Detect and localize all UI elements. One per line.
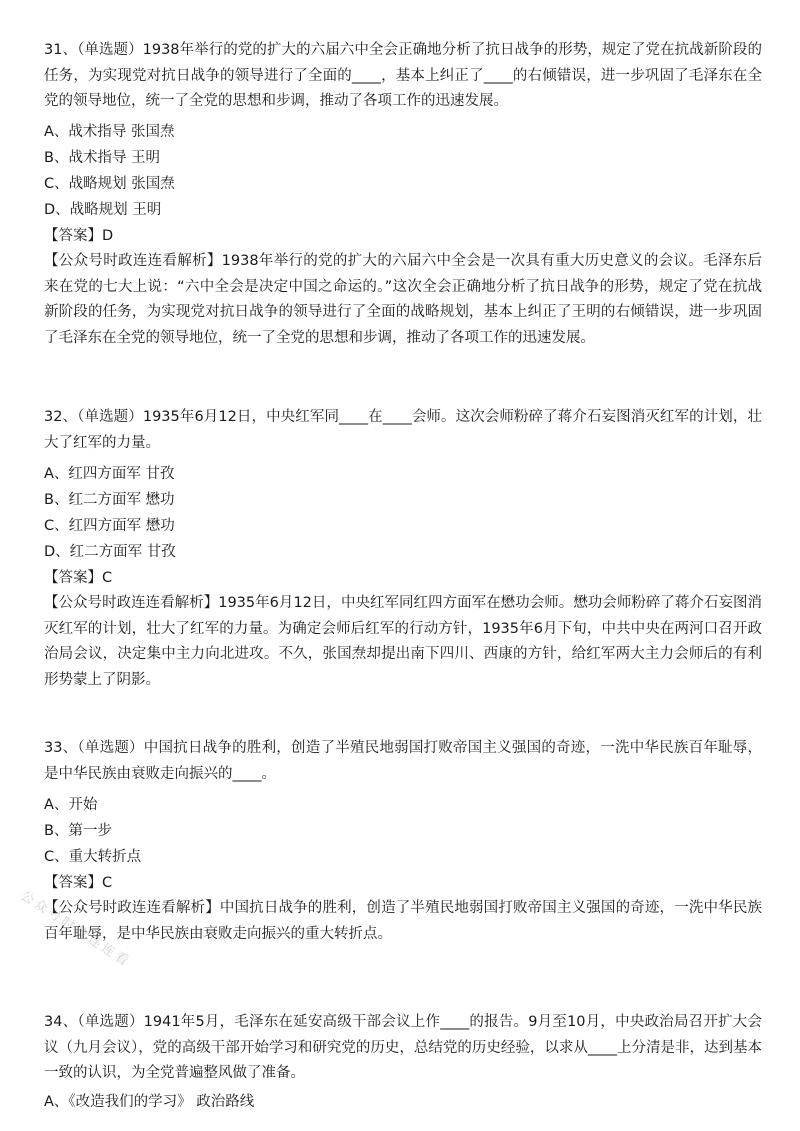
option-a: A、红四方面军 甘孜 (44, 466, 175, 482)
option-d: D、红二方面军 甘孜 (44, 544, 176, 560)
option-b: B、战术指导 王明 (44, 150, 161, 166)
option-d: D、战略规划 王明 (44, 202, 162, 218)
option-b: B、第一步 (44, 823, 112, 839)
option-c: C、战略规划 张国焘 (44, 176, 175, 192)
option-b: B、红二方面军 懋功 (44, 492, 175, 508)
option-c: C、重大转折点 (44, 849, 142, 865)
answer-explanation: 【公众号时政连连看解析】中国抗日战争的胜利，创造了半殖民地弱国打败帝国主义强国的奇迹，一洗中华民族百年耻辱，是中华民族由衰败走向振兴的重大转折点。 (44, 900, 762, 942)
question-stem: 32、（单选题）1935年6月12日，中央红军同____在____会师。这次会师粉碎了蒋介石妄图消灭红军的计划，壮大了红军的力量。 (44, 409, 762, 451)
answer-explanation: 【公众号时政连连看解析】1935年6月12日，中央红军同红四方面军在懋功会师。懋功会师粉碎了蒋介石妄图消灭红军的计划，壮大了红军的力量。为确定会师后红军的行动方针，1935年6月下旬，中共中央在两河口召开政治局会议，决定集中主力向北进攻。不久，张国焘却提出南下四川、西康的方针，给红军两大主力会师后的有利形势蒙上了阴影。 (44, 595, 762, 688)
option-c: C、红四方面军 懋功 (44, 518, 175, 534)
option-a: A、开始 (44, 797, 98, 813)
question-stem: 33、（单选题）中国抗日战争的胜利，创造了半殖民地弱国打败帝国主义强国的奇迹，一洗中华民族百年耻辱，是中华民族由衰败走向振兴的____。 (44, 740, 762, 782)
question-stem: 34、（单选题）1941年5月，毛泽东在延安高级干部会议上作____的报告。9月至10月，中央政治局召开扩大会议（九月会议），党的高级干部开始学习和研究党的历史，总结党的历史经验，以求从____上分清是非，达到基本一致的认识，为全党普遍整风做了准备。 (44, 1014, 762, 1081)
watermark-text: 公众号时政连连看 (17, 888, 134, 971)
answer-explanation: 【公众号时政连连看解析】1938年举行的党的扩大的六届六中全会是一次具有重大历史意义的会议。毛泽东后来在党的七大上说：“六中全会是决定中国之命运的。”这次全会正确地分析了抗日战争的形势，规定了党在抗战新阶段的任务，为实现党对抗日战争的领导进行了全面的战略规划，基本上纠正了王明的右倾错误，进一步巩固了毛泽东在全党的领导地位，统一了全党的思想和步调，推动了各项工作的迅速发展。 (44, 253, 762, 346)
answer-label: 【答案】C (44, 875, 113, 891)
question-33 (44, 736, 762, 947)
question-stem: 31、（单选题）1938年举行的党的扩大的六届六中全会正确地分析了抗日战争的形势，规定了党在抗战新阶段的任务，为实现党对抗日战争的领导进行了全面的____，基本上纠正了____的右倾错误，进一步巩固了毛泽东在全党的领导地位，统一了全党的思想和步调，推动了各项工作的迅速发展。 (44, 42, 762, 109)
question-34 (44, 1010, 762, 1116)
answer-label: 【答案】D (44, 228, 114, 244)
option-a: A、《改造我们的学习》 政治路线 (44, 1094, 255, 1110)
answer-label: 【答案】C (44, 570, 113, 586)
question-32 (44, 405, 762, 693)
option-a: A、战术指导 张国焘 (44, 124, 175, 140)
question-31 (44, 38, 762, 351)
